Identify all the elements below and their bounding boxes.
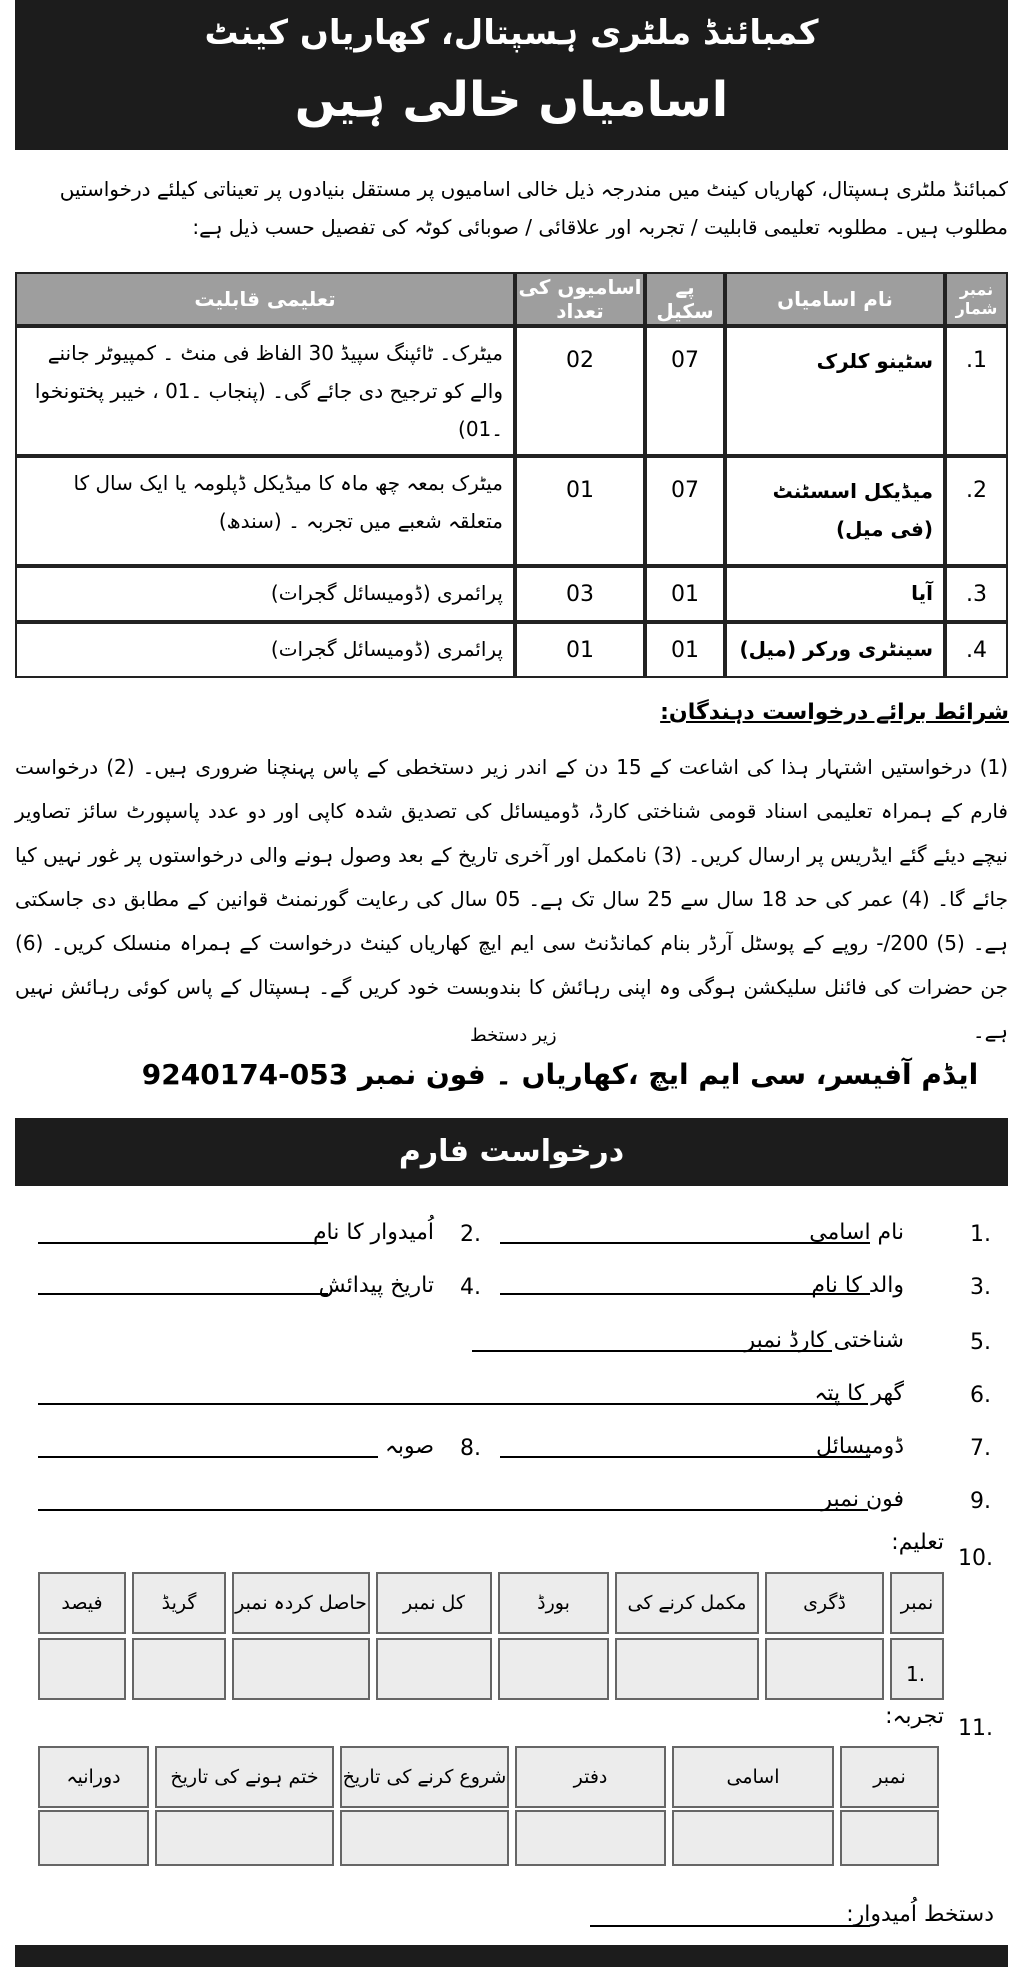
post-cell: میڈیکل اسسٹنٹ (فی میل) — [725, 456, 945, 566]
post-name-input-line[interactable] — [500, 1242, 870, 1244]
education-cell-completion-date[interactable] — [615, 1638, 759, 1700]
experience-cell-start-date[interactable] — [340, 1810, 509, 1866]
conditions-text: (1) درخواستیں اشتہار ہذا کی اشاعت کے 15 دن کے اندر زیر دستخطی کے پاس پہنچنا ضروری ہیں۔ (2) درخواست فارم کے ہمراہ تعلیمی اسناد قومی شناختی کارڈ، ڈومیسائل کی تصدیق شدہ کاپی اور دو عدد پاسپورٹ سائز تصاویر نیچے دیئے گئے ایڈریس پر ارسال کریں۔ (3) نامکمل اور آخری تاریخ کے بعد وصول ہونے والی درخواستوں پر غور نہیں کیا جائے گا۔ (4) عمر کی حد 18 سال سے 25 سال تک ہے۔ 05 سال کی رعایت گورنمنٹ قوانین کے مطابق دی جاسکتی ہے۔ (5) 200/- روپے کے پوسٹل آرڈر بنام کمانڈنٹ سی ایم ایچ کھاریاں کینٹ درخواست کے ہمراہ منسلک کریں۔ (6) جن حضرات کی فائنل سلیکشن ہوگی وہ اپنی رہائش کا بندوبست خود کریں گے۔ ہسپتال کے پاس کوئی رہائش نہیں ہے۔ — [15, 755, 1009, 1043]
bottom-bar — [15, 1945, 1008, 1967]
intro-paragraph: کمبائنڈ ملٹری ہسپتال، کھاریاں کینٹ میں مندرجہ ذیل خالی اسامیوں پر مستقل بنیادوں پر تعیناتی کیلئے درخواستیں مطلوب ہیں۔ مطلوبہ تعلیمی قابلیت / تجربہ اور علاقائی / صوبائی کوٹہ کی تفصیل حسب ذیل ہے: — [59, 177, 1008, 239]
header-banner — [15, 0, 1008, 150]
education-header-obtained-marks: حاصل کردہ نمبر — [232, 1572, 370, 1634]
field-label-date-of-birth: تاریخ پیدائش — [318, 1273, 434, 1298]
field-label-experience: تجربہ: — [885, 1704, 944, 1729]
experience-cell-number[interactable] — [840, 1810, 939, 1866]
experience-cell-office[interactable] — [515, 1810, 666, 1866]
header-scale: پے سکیل — [645, 272, 725, 326]
count-cell: 01 — [515, 456, 645, 566]
table-row — [15, 622, 1008, 678]
table-row — [15, 566, 1008, 622]
count-cell: 02 — [515, 326, 645, 456]
conditions-title: شرائط برائے درخواست دہندگان: — [660, 700, 1009, 725]
table-row — [15, 326, 1008, 456]
education-header-board: بورڈ — [498, 1572, 609, 1634]
field-number: 5. — [970, 1330, 991, 1355]
post-cell: سینٹری ورکر (میل) — [725, 622, 945, 678]
education-header-number: نمبر — [890, 1572, 944, 1634]
field-number: 6. — [970, 1383, 991, 1408]
count-cell: 01 — [515, 622, 645, 678]
serial-cell: 2. — [945, 456, 1008, 566]
signature-label: زیر دستخط — [470, 1025, 557, 1046]
officer-contact: ایڈم آفیسر، سی ایم ایچ ،کھاریاں ۔ فون نمبر 053-9240174 — [141, 1058, 979, 1091]
post-cell: سٹینو کلرک — [725, 326, 945, 456]
candidate-signature-line[interactable] — [590, 1925, 870, 1927]
education-header-degree: ڈگری — [765, 1572, 884, 1634]
candidate-name-input-line[interactable] — [38, 1242, 328, 1244]
experience-cell-end-date[interactable] — [155, 1810, 334, 1866]
education-row-number: 1. — [906, 1662, 926, 1686]
field-number: 10. — [958, 1546, 993, 1571]
field-label-education: تعلیم: — [891, 1530, 944, 1555]
experience-header-start-date: شروع کرنے کی تاریخ — [340, 1746, 509, 1808]
header-qualification: تعلیمی قابلیت — [15, 272, 515, 326]
education-cell-total-marks[interactable] — [376, 1638, 492, 1700]
header-serial: نمبر شمار — [945, 272, 1008, 326]
serial-cell: 4. — [945, 622, 1008, 678]
post-cell: آیا — [725, 566, 945, 622]
field-number: 3. — [970, 1275, 991, 1300]
qualification-cell: پرائمری (ڈومیسائل گجرات) — [15, 622, 515, 678]
scale-cell: 01 — [645, 566, 725, 622]
field-label-phone: فون نمبر — [821, 1487, 904, 1512]
experience-header-post: اسامی — [672, 1746, 834, 1808]
education-cell-obtained-marks[interactable] — [232, 1638, 370, 1700]
serial-cell: 3. — [945, 566, 1008, 622]
experience-header-number: نمبر — [840, 1746, 939, 1808]
education-cell-number[interactable] — [890, 1638, 944, 1700]
vacancy-table — [15, 272, 1008, 678]
field-number: 1. — [970, 1222, 991, 1247]
field-label-cnic: شناختی کارڈ نمبر — [744, 1328, 904, 1353]
scale-cell: 07 — [645, 456, 725, 566]
field-number: 9. — [970, 1489, 991, 1514]
field-number: 2. — [460, 1222, 481, 1247]
count-cell: 03 — [515, 566, 645, 622]
field-label-domicile: ڈومیسائل — [816, 1434, 904, 1459]
hospital-title: کمبائنڈ ملٹری ہسپتال، کھاریاں کینٹ — [204, 13, 819, 53]
form-title-band: درخواست فارم — [15, 1118, 1008, 1186]
field-label-province: صوبہ — [384, 1434, 434, 1459]
table-row — [15, 456, 1008, 566]
field-label-father-name: والد کا نام — [811, 1273, 904, 1298]
experience-header-duration: دورانیہ — [38, 1746, 149, 1808]
field-number: 11. — [958, 1716, 993, 1741]
experience-header-end-date: ختم ہونے کی تاریخ — [155, 1746, 334, 1808]
father-name-input-line[interactable] — [500, 1293, 870, 1295]
education-header-percentage: فیصد — [38, 1572, 126, 1634]
education-cell-board[interactable] — [498, 1638, 609, 1700]
scale-cell: 01 — [645, 622, 725, 678]
experience-cell-post[interactable] — [672, 1810, 834, 1866]
vacancies-heading: اسامیاں خالی ہیں — [294, 72, 729, 128]
experience-cell-duration[interactable] — [38, 1810, 149, 1866]
field-number: 4. — [460, 1275, 481, 1300]
education-header-completion-date: مکمل کرنے کی — [615, 1572, 759, 1634]
field-label-address: گھر کا پتہ — [814, 1381, 904, 1406]
qualification-cell: پرائمری (ڈومیسائل گجرات) — [15, 566, 515, 622]
experience-header-office: دفتر — [515, 1746, 666, 1808]
education-cell-grade[interactable] — [132, 1638, 226, 1700]
field-label-post-name: نام اسامی — [809, 1220, 904, 1245]
address-input-line[interactable] — [38, 1403, 868, 1405]
education-header-grade: گریڈ — [132, 1572, 226, 1634]
field-label-candidate-name: اُمیدوار کا نام — [312, 1220, 434, 1245]
qualification-cell: میٹرک۔ ٹائپنگ سپیڈ 30 الفاظ فی منٹ ۔ کمپیوٹر جاننے والے کو ترجیح دی جائے گی۔ (پنجاب ۔01 ، خیبر پختونخوا ۔01) — [15, 326, 515, 456]
candidate-signature-label: دستخط اُمیدوار: — [846, 1902, 994, 1927]
domicile-input-line[interactable] — [500, 1456, 870, 1458]
field-number: 7. — [970, 1436, 991, 1461]
scale-cell: 07 — [645, 326, 725, 456]
cnic-input-line[interactable] — [472, 1350, 832, 1352]
education-cell-percentage[interactable] — [38, 1638, 126, 1700]
phone-input-line[interactable] — [38, 1509, 868, 1511]
date-of-birth-input-line[interactable] — [38, 1293, 328, 1295]
education-cell-degree[interactable] — [765, 1638, 884, 1700]
vacancy-table-header — [15, 272, 1008, 326]
qualification-cell: میٹرک بمعہ چھ ماہ کا میڈیکل ڈپلومہ یا ایک سال کا متعلقہ شعبے میں تجربہ ۔ (سندھ) — [15, 456, 515, 566]
header-count: اسامیوں کی تعداد — [515, 272, 645, 326]
province-input-line[interactable] — [38, 1456, 378, 1458]
field-number: 8. — [460, 1436, 481, 1461]
header-post: نام اسامیاں — [725, 272, 945, 326]
serial-cell: 1. — [945, 326, 1008, 456]
education-header-total-marks: کل نمبر — [376, 1572, 492, 1634]
